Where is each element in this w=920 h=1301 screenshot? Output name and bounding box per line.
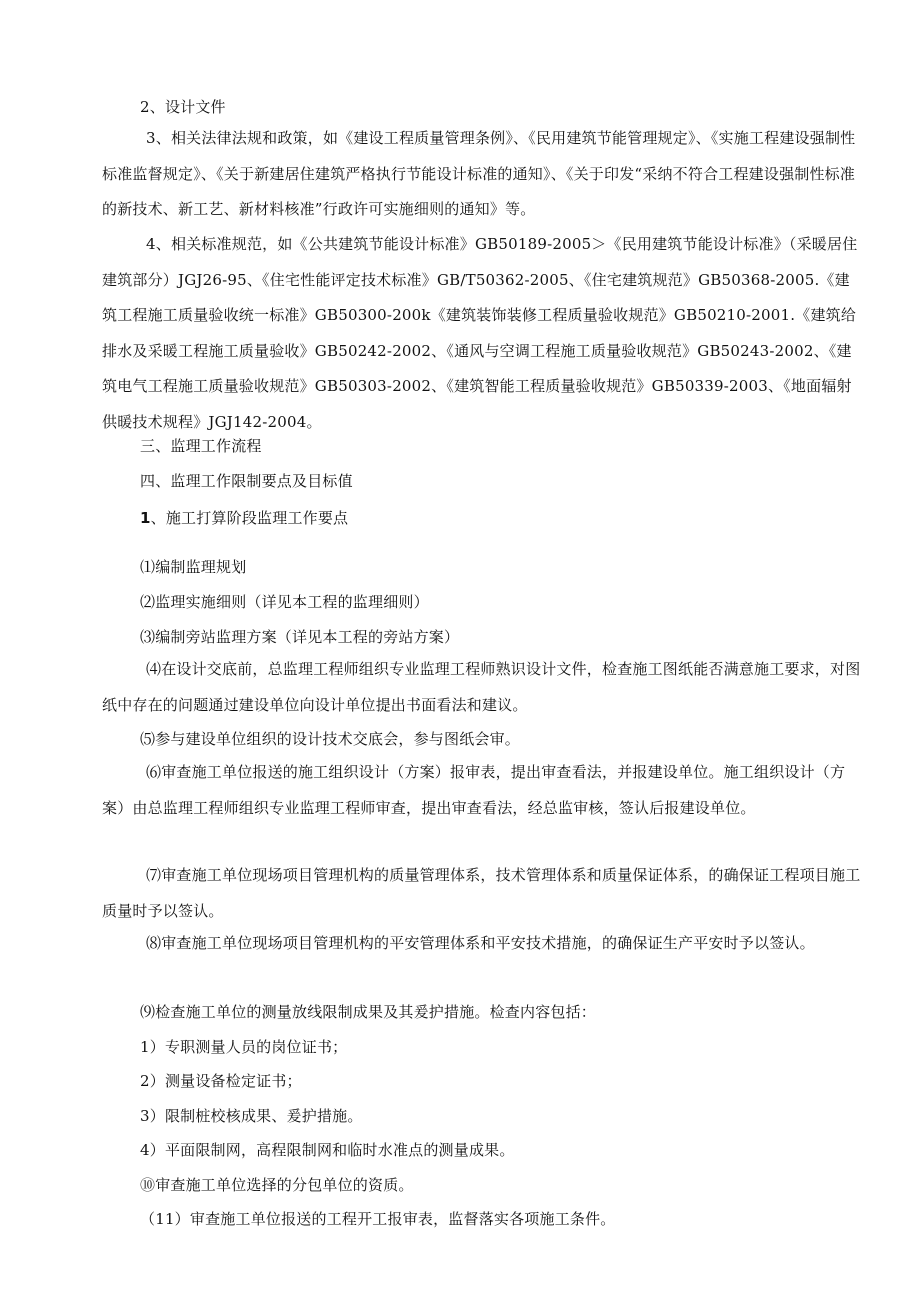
item-design-files: 2、设计文件 bbox=[140, 98, 226, 116]
section-workflow-heading: 三、监理工作流程 bbox=[140, 437, 262, 455]
item-standards-specs: 4、相关标准规范，如《公共建筑节能设计标准》GB50189-2005＞《民用建筑节能设计标准》（采暖居住建筑部分）JGJ26-95、《住宅性能评定技术标准》GB/T50362-2005、《住宅建筑规范》GB50368-2005.《建筑工程施工质量验收统一标准》GB50300-200k《建筑装饰装修工程质量验收规范》GB50210-2001.《建筑给排水及采暖工程施工质量验收》GB50242-2002、《通风与空调工程施工质量验收规范》GB50243-2002、《建筑电气工程施工质量验收规范》GB50303-2002、《建筑智能工程质量验收规范》GB50339-2003、《地面辐射供暖技术规程》JGJ142-2004。 bbox=[102, 235, 858, 431]
point-9-sub-4: 4）平面限制网，高程限制网和临时水准点的测量成果。 bbox=[140, 1141, 515, 1159]
point-9-sub-1: 1）专职测量人员的岗位证书； bbox=[140, 1038, 348, 1056]
point-4: ⑷在设计交底前，总监理工程师组织专业监理工程师熟识设计文件，检查施工图纸能否满意施工要求，对图纸中存在的问题通过建设单位向设计单位提出书面看法和建议。 bbox=[102, 660, 861, 714]
point-5: ⑸参与建设单位组织的设计技术交底会，参与图纸会审。 bbox=[140, 730, 521, 748]
item-laws-regulations: 3、相关法律法规和政策，如《建设工程质量管理条例》、《民用建筑节能管理规定》、《实施工程建设强制性标准监督规定》、《关于新建居住建筑严格执行节能设计标准的通知》、《关于印发“采纳不符合工程建设强制性标准的新技术、新工艺、新材料核准”行政许可实施细则的通知》等。 bbox=[102, 129, 856, 218]
point-7: ⑺审查施工单位现场项目管理机构的质量管理体系，技术管理体系和质量保证体系，的确保证工程项目施工质量时予以签认。 bbox=[102, 866, 861, 920]
point-2: ⑵监理实施细则（详见本工程的监理细则） bbox=[140, 593, 429, 611]
section-control-points-heading: 四、监理工作限制要点及目标值 bbox=[140, 472, 353, 490]
subsection-heading bbox=[140, 508, 348, 528]
point-3: ⑶编制旁站监理方案（详见本工程的旁站方案） bbox=[140, 628, 460, 646]
point-11: （11）审查施工单位报送的工程开工报审表，监督落实各项施工条件。 bbox=[140, 1210, 616, 1228]
point-10: ⑩审查施工单位选择的分包单位的资质。 bbox=[140, 1176, 414, 1194]
point-9: ⑼检查施工单位的测量放线限制成果及其爰护措施。检查内容包括： bbox=[140, 1003, 597, 1021]
point-8: ⑻审查施工单位现场项目管理机构的平安管理体系和平安技术措施，的确保证生产平安时予以签认。 bbox=[146, 934, 815, 952]
point-6: ⑹审查施工单位报送的施工组织设计（方案）报审表，提出审查看法，并报建设单位。施工组织设计（方案）由总监理工程师组织专业监理工程师审查，提出审查看法，经总监审核，签认后报建设单位。 bbox=[102, 763, 846, 817]
subsection-title: 、施工打算阶段监理工作要点 bbox=[150, 509, 349, 527]
point-9-sub-2: 2）测量设备检定证书； bbox=[140, 1072, 302, 1090]
subsection-number: 1 bbox=[140, 509, 151, 527]
point-1: ⑴编制监理规划 bbox=[140, 558, 247, 576]
point-9-sub-3: 3）限制桩校核成果、爰护措施。 bbox=[140, 1107, 363, 1125]
